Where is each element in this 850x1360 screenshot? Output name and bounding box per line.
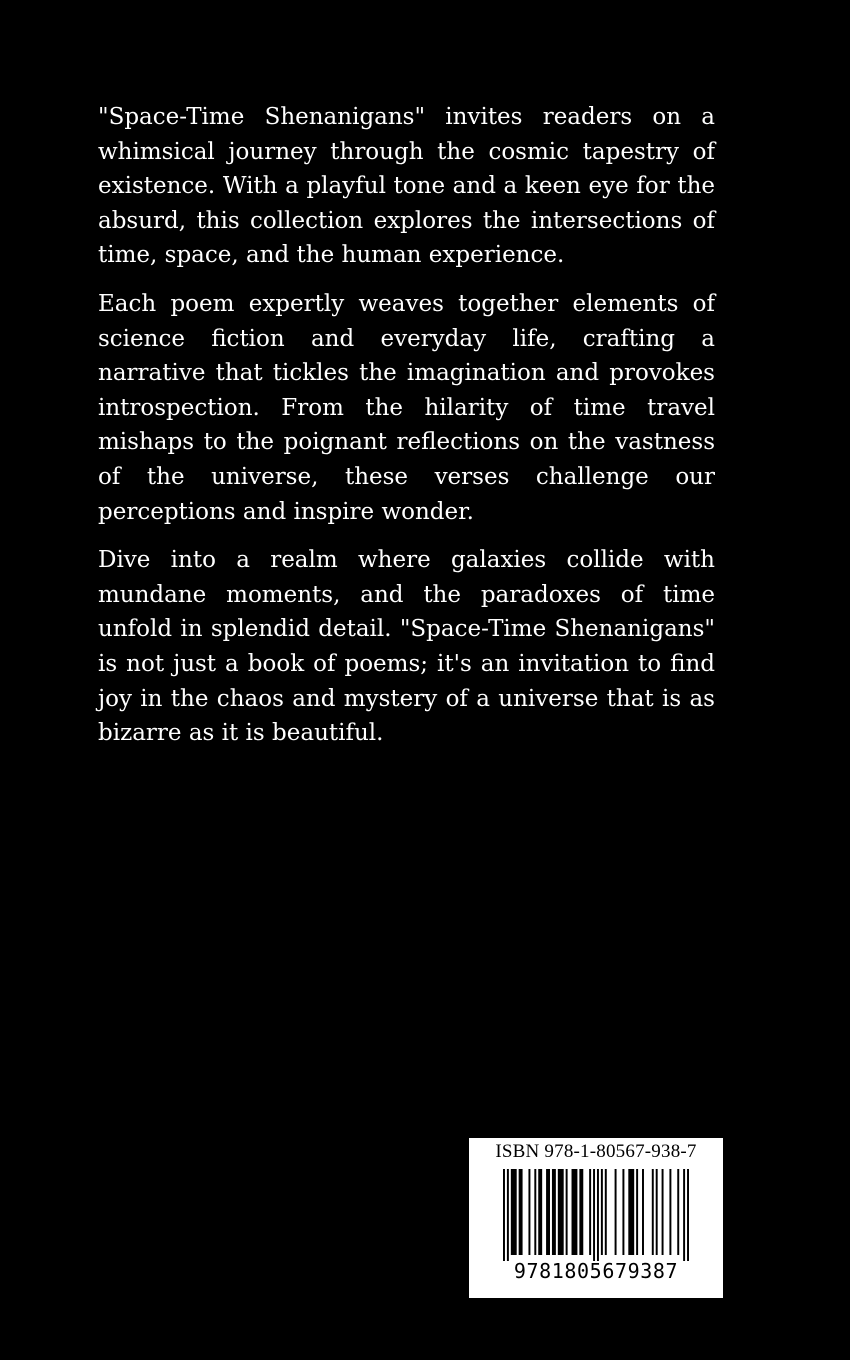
- barcode-bar-11: [572, 1169, 578, 1255]
- barcode-bar-26: [669, 1169, 671, 1255]
- barcode-bar-12: [579, 1169, 583, 1255]
- barcode-box: [469, 1138, 723, 1298]
- barcode-bar-17: [605, 1169, 607, 1255]
- barcode-bar-8: [552, 1169, 556, 1255]
- barcode-digits: 9781805679387: [513, 1259, 679, 1283]
- blurb-paragraph-1: "Space-Time Shenanigans" invites readers on a whimsical journey through the cosmic tapestry of existence. With a playful tone and a keen eye for the absurd, this collection explores the intersections of time, space, and the human experience.: [98, 104, 715, 269]
- blurb-paragraph-3: Dive into a realm where galaxies collide with mundane moments, and the paradoxes of time unfold in splendid detail. "Space-Time Shenanigans" is not just a book of poems; it's an invitation to find joy in the chaos and mystery of a universe that is as bizarre as it is beautiful.: [98, 547, 715, 747]
- barcode-bar-23: [652, 1169, 654, 1255]
- barcode-bar-4: [528, 1169, 530, 1255]
- blurb-paragraph-2: Each poem expertly weaves together elements of science fiction and everyday life, crafting a narrative that tickles the imagination and provokes introspection. From the hilarity of time travel mishaps to the poignant reflections on the vastness of the universe, these verses challenge our perceptions and inspire wonder.: [98, 290, 715, 525]
- barcode-icon: [503, 1169, 689, 1261]
- barcode-bar-14: [593, 1169, 595, 1261]
- barcode-bar-19: [622, 1169, 624, 1255]
- barcode-bar-7: [546, 1169, 550, 1255]
- barcode-bar-20: [628, 1169, 634, 1255]
- barcode-bar-0: [503, 1169, 505, 1261]
- barcode-bar-9: [558, 1169, 564, 1255]
- barcode-bar-5: [534, 1169, 536, 1255]
- barcode-bar-1: [507, 1169, 509, 1261]
- barcode-bar-15: [597, 1169, 599, 1261]
- barcode-bar-28: [683, 1169, 685, 1261]
- barcode-bar-25: [662, 1169, 664, 1255]
- barcode-bar-24: [656, 1169, 658, 1255]
- barcode-bar-18: [615, 1169, 617, 1255]
- barcode-bar-10: [566, 1169, 568, 1255]
- barcode-bar-22: [642, 1169, 644, 1255]
- barcode-bar-13: [589, 1169, 591, 1255]
- isbn-label: ISBN 978-1-80567-938-7: [495, 1141, 697, 1162]
- barcode-bar-6: [538, 1169, 542, 1255]
- barcode-bar-27: [677, 1169, 679, 1255]
- barcode-bar-16: [601, 1169, 603, 1255]
- barcode-bar-29: [687, 1169, 689, 1261]
- barcode-bar-2: [511, 1169, 517, 1255]
- blurb-text: [98, 100, 715, 765]
- barcode-bar-21: [636, 1169, 638, 1255]
- barcode-bar-3: [519, 1169, 523, 1255]
